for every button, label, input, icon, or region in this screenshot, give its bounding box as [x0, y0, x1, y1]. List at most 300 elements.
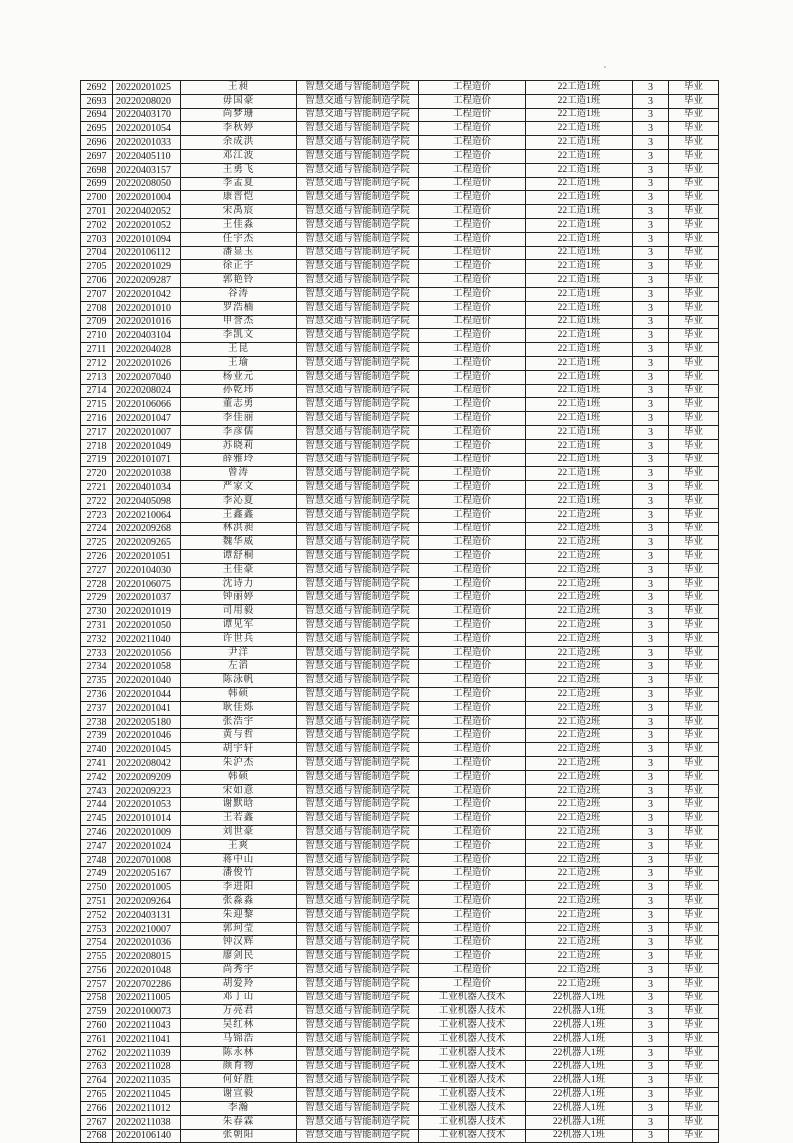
student-name: 张淼淼: [181, 895, 297, 909]
major: 工程造价: [419, 591, 526, 605]
status: 毕业: [669, 605, 719, 619]
student-name: 王爽: [181, 839, 297, 853]
row-number: 2728: [81, 577, 113, 591]
student-name: 郭珂莹: [181, 922, 297, 936]
student-name: 李彦儒: [181, 425, 297, 439]
status: 毕业: [669, 1005, 719, 1019]
class-name: 22工造1班: [526, 301, 633, 315]
student-id: 20220211040: [113, 632, 181, 646]
row-number: 2712: [81, 356, 113, 370]
row-number: 2761: [81, 1032, 113, 1046]
row-number: 2736: [81, 688, 113, 702]
class-name: 22工造2班: [526, 536, 633, 550]
table-row: [81, 1019, 719, 1033]
class-name: 22工造2班: [526, 881, 633, 895]
class-name: 22工造2班: [526, 908, 633, 922]
table-row: [81, 439, 719, 453]
status: 毕业: [669, 688, 719, 702]
college: 智慧交通与智能制造学院: [297, 715, 419, 729]
table-row: [81, 550, 719, 564]
table-row: [81, 743, 719, 757]
row-number: 2706: [81, 274, 113, 288]
status: 毕业: [669, 1129, 719, 1143]
status: 毕业: [669, 839, 719, 853]
student-name: 王昶: [181, 81, 297, 95]
student-name: 张浩宇: [181, 715, 297, 729]
college: 智慧交通与智能制造学院: [297, 108, 419, 122]
major: 工程造价: [419, 81, 526, 95]
row-number: 2692: [81, 81, 113, 95]
college: 智慧交通与智能制造学院: [297, 425, 419, 439]
major: 工业机器人技术: [419, 1005, 526, 1019]
table-row: [81, 770, 719, 784]
row-number: 2704: [81, 246, 113, 260]
college: 智慧交通与智能制造学院: [297, 246, 419, 260]
student-name: 耿佳烁: [181, 701, 297, 715]
class-name: 22机器人1班: [526, 1129, 633, 1143]
years: 3: [633, 425, 669, 439]
table-row: [81, 136, 719, 150]
status: 毕业: [669, 467, 719, 481]
student-name: 胡宇轩: [181, 743, 297, 757]
student-name: 万亮君: [181, 1005, 297, 1019]
years: 3: [633, 701, 669, 715]
table-row: [81, 646, 719, 660]
table-row: [81, 481, 719, 495]
years: 3: [633, 412, 669, 426]
years: 3: [633, 274, 669, 288]
years: 3: [633, 218, 669, 232]
class-name: 22机器人1班: [526, 1005, 633, 1019]
years: 3: [633, 343, 669, 357]
status: 毕业: [669, 191, 719, 205]
table-row: [81, 1101, 719, 1115]
college: 智慧交通与智能制造学院: [297, 964, 419, 978]
major: 工业机器人技术: [419, 1032, 526, 1046]
student-id: 20220201054: [113, 122, 181, 136]
status: 毕业: [669, 398, 719, 412]
major: 工程造价: [419, 784, 526, 798]
years: 3: [633, 246, 669, 260]
student-name: 李秋婷: [181, 122, 297, 136]
major: 工程造价: [419, 343, 526, 357]
class-name: 22工造1班: [526, 205, 633, 219]
college: 智慧交通与智能制造学院: [297, 163, 419, 177]
college: 智慧交通与智能制造学院: [297, 122, 419, 136]
table-row: [81, 660, 719, 674]
major: 工程造价: [419, 453, 526, 467]
student-id: 20220201041: [113, 701, 181, 715]
student-name: 邓江波: [181, 149, 297, 163]
class-name: 22机器人1班: [526, 1060, 633, 1074]
student-name: 王佳淼: [181, 218, 297, 232]
class-name: 22工造1班: [526, 232, 633, 246]
student-name: 许世兵: [181, 632, 297, 646]
row-number: 2750: [81, 881, 113, 895]
table-row: [81, 1115, 719, 1129]
major: 工程造价: [419, 688, 526, 702]
class-name: 22工造1班: [526, 122, 633, 136]
table-row: [81, 881, 719, 895]
status: 毕业: [669, 563, 719, 577]
years: 3: [633, 770, 669, 784]
row-number: 2721: [81, 481, 113, 495]
college: 智慧交通与智能制造学院: [297, 412, 419, 426]
college: 智慧交通与智能制造学院: [297, 881, 419, 895]
student-id: 20220211045: [113, 1088, 181, 1102]
years: 3: [633, 205, 669, 219]
college: 智慧交通与智能制造学院: [297, 287, 419, 301]
major: 工程造价: [419, 701, 526, 715]
row-number: 2763: [81, 1060, 113, 1074]
student-id: 20220208020: [113, 94, 181, 108]
row-number: 2732: [81, 632, 113, 646]
years: 3: [633, 867, 669, 881]
student-name: 马锦浩: [181, 1032, 297, 1046]
table-row: [81, 619, 719, 633]
row-number: 2741: [81, 757, 113, 771]
status: 毕业: [669, 481, 719, 495]
table-row: [81, 577, 719, 591]
years: 3: [633, 398, 669, 412]
table-row: [81, 922, 719, 936]
class-name: 22工造2班: [526, 770, 633, 784]
class-name: 22工造2班: [526, 853, 633, 867]
years: 3: [633, 287, 669, 301]
student-name: 陈永林: [181, 1046, 297, 1060]
row-number: 2714: [81, 384, 113, 398]
major: 工业机器人技术: [419, 1101, 526, 1115]
college: 智慧交通与智能制造学院: [297, 812, 419, 826]
class-name: 22工造1班: [526, 439, 633, 453]
status: 毕业: [669, 274, 719, 288]
college: 智慧交通与智能制造学院: [297, 439, 419, 453]
student-name: 徐正宇: [181, 260, 297, 274]
row-number: 2743: [81, 784, 113, 798]
student-id: 20220201058: [113, 660, 181, 674]
years: 3: [633, 481, 669, 495]
status: 毕业: [669, 881, 719, 895]
student-id: 20220201038: [113, 467, 181, 481]
student-name: 严家文: [181, 481, 297, 495]
row-number: 2718: [81, 439, 113, 453]
years: 3: [633, 329, 669, 343]
student-name: 王昆: [181, 343, 297, 357]
class-name: 22工造2班: [526, 784, 633, 798]
table-row: [81, 950, 719, 964]
table-row: [81, 908, 719, 922]
status: 毕业: [669, 991, 719, 1005]
student-name: 王佳豪: [181, 563, 297, 577]
status: 毕业: [669, 218, 719, 232]
student-id: 20220401034: [113, 481, 181, 495]
row-number: 2717: [81, 425, 113, 439]
years: 3: [633, 1101, 669, 1115]
student-name: 余成洪: [181, 136, 297, 150]
status: 毕业: [669, 784, 719, 798]
college: 智慧交通与智能制造学院: [297, 605, 419, 619]
major: 工程造价: [419, 287, 526, 301]
student-id: 20220702286: [113, 977, 181, 991]
class-name: 22工造1班: [526, 494, 633, 508]
row-number: 2726: [81, 550, 113, 564]
class-name: 22工造2班: [526, 839, 633, 853]
class-name: 22工造1班: [526, 481, 633, 495]
major: 工程造价: [419, 550, 526, 564]
student-name: 王若鑫: [181, 812, 297, 826]
table-body: [81, 81, 719, 1143]
table-row: [81, 1088, 719, 1102]
college: 智慧交通与智能制造学院: [297, 936, 419, 950]
class-name: 22工造2班: [526, 977, 633, 991]
college: 智慧交通与智能制造学院: [297, 274, 419, 288]
table-row: [81, 853, 719, 867]
major: 工程造价: [419, 798, 526, 812]
years: 3: [633, 1074, 669, 1088]
row-number: 2742: [81, 770, 113, 784]
years: 3: [633, 536, 669, 550]
student-name: 黄与哲: [181, 729, 297, 743]
student-name: 薛雅玲: [181, 453, 297, 467]
table-row: [81, 757, 719, 771]
row-number: 2747: [81, 839, 113, 853]
class-name: 22工造1班: [526, 398, 633, 412]
major: 工程造价: [419, 922, 526, 936]
years: 3: [633, 977, 669, 991]
row-number: 2694: [81, 108, 113, 122]
row-number: 2695: [81, 122, 113, 136]
row-number: 2703: [81, 232, 113, 246]
student-name: 陈泳帆: [181, 674, 297, 688]
student-name: 尚梦珊: [181, 108, 297, 122]
class-name: 22机器人1班: [526, 1019, 633, 1033]
college: 智慧交通与智能制造学院: [297, 646, 419, 660]
years: 3: [633, 550, 669, 564]
row-number: 2749: [81, 867, 113, 881]
student-name: 孙乾玮: [181, 384, 297, 398]
class-name: 22机器人1班: [526, 1115, 633, 1129]
student-name: 司用毅: [181, 605, 297, 619]
years: 3: [633, 149, 669, 163]
table-row: [81, 508, 719, 522]
years: 3: [633, 494, 669, 508]
table-row: [81, 384, 719, 398]
class-name: 22工造2班: [526, 743, 633, 757]
major: 工程造价: [419, 274, 526, 288]
status: 毕业: [669, 301, 719, 315]
student-name: 胡爱羚: [181, 977, 297, 991]
years: 3: [633, 715, 669, 729]
row-number: 2727: [81, 563, 113, 577]
student-name: 申誉杰: [181, 315, 297, 329]
major: 工程造价: [419, 260, 526, 274]
status: 毕业: [669, 908, 719, 922]
status: 毕业: [669, 674, 719, 688]
scan-speck: [604, 66, 606, 68]
status: 毕业: [669, 1060, 719, 1074]
major: 工程造价: [419, 384, 526, 398]
major: 工程造价: [419, 163, 526, 177]
status: 毕业: [669, 646, 719, 660]
years: 3: [633, 674, 669, 688]
years: 3: [633, 660, 669, 674]
class-name: 22工造2班: [526, 660, 633, 674]
row-number: 2731: [81, 619, 113, 633]
college: 智慧交通与智能制造学院: [297, 1019, 419, 1033]
class-name: 22工造2班: [526, 812, 633, 826]
row-number: 2765: [81, 1088, 113, 1102]
years: 3: [633, 315, 669, 329]
row-number: 2713: [81, 370, 113, 384]
class-name: 22工造2班: [526, 964, 633, 978]
student-id: 20220208024: [113, 384, 181, 398]
table-row: [81, 784, 719, 798]
class-name: 22工造2班: [526, 605, 633, 619]
years: 3: [633, 384, 669, 398]
student-id: 20220211043: [113, 1019, 181, 1033]
row-number: 2734: [81, 660, 113, 674]
college: 智慧交通与智能制造学院: [297, 232, 419, 246]
major: 工程造价: [419, 439, 526, 453]
row-number: 2700: [81, 191, 113, 205]
years: 3: [633, 1046, 669, 1060]
student-name: 李孟夏: [181, 177, 297, 191]
table-row: [81, 729, 719, 743]
status: 毕业: [669, 1046, 719, 1060]
major: 工程造价: [419, 481, 526, 495]
row-number: 2722: [81, 494, 113, 508]
row-number: 2756: [81, 964, 113, 978]
status: 毕业: [669, 743, 719, 757]
major: 工程造价: [419, 729, 526, 743]
student-id: 20220209223: [113, 784, 181, 798]
years: 3: [633, 688, 669, 702]
years: 3: [633, 191, 669, 205]
class-name: 22工造2班: [526, 522, 633, 536]
status: 毕业: [669, 1074, 719, 1088]
major: 工业机器人技术: [419, 1115, 526, 1129]
class-name: 22工造1班: [526, 343, 633, 357]
row-number: 2755: [81, 950, 113, 964]
years: 3: [633, 453, 669, 467]
years: 3: [633, 177, 669, 191]
row-number: 2707: [81, 287, 113, 301]
student-id: 20220207040: [113, 370, 181, 384]
row-number: 2719: [81, 453, 113, 467]
row-number: 2740: [81, 743, 113, 757]
class-name: 22工造1班: [526, 108, 633, 122]
student-id: 20220201047: [113, 412, 181, 426]
years: 3: [633, 370, 669, 384]
major: 工程造价: [419, 232, 526, 246]
table-row: [81, 191, 719, 205]
class-name: 22工造1班: [526, 329, 633, 343]
status: 毕业: [669, 329, 719, 343]
status: 毕业: [669, 757, 719, 771]
table-row: [81, 977, 719, 991]
student-id: 20220201029: [113, 260, 181, 274]
major: 工程造价: [419, 122, 526, 136]
status: 毕业: [669, 701, 719, 715]
years: 3: [633, 508, 669, 522]
status: 毕业: [669, 439, 719, 453]
status: 毕业: [669, 494, 719, 508]
class-name: 22工造2班: [526, 701, 633, 715]
major: 工程造价: [419, 577, 526, 591]
college: 智慧交通与智能制造学院: [297, 94, 419, 108]
status: 毕业: [669, 895, 719, 909]
class-name: 22工造1班: [526, 260, 633, 274]
status: 毕业: [669, 260, 719, 274]
student-name: 宋如意: [181, 784, 297, 798]
table-row: [81, 798, 719, 812]
college: 智慧交通与智能制造学院: [297, 398, 419, 412]
major: 工程造价: [419, 895, 526, 909]
college: 智慧交通与智能制造学院: [297, 991, 419, 1005]
student-id: 20220208042: [113, 757, 181, 771]
status: 毕业: [669, 108, 719, 122]
years: 3: [633, 108, 669, 122]
class-name: 22工造1班: [526, 370, 633, 384]
class-name: 22工造2班: [526, 757, 633, 771]
major: 工业机器人技术: [419, 991, 526, 1005]
college: 智慧交通与智能制造学院: [297, 619, 419, 633]
status: 毕业: [669, 232, 719, 246]
college: 智慧交通与智能制造学院: [297, 908, 419, 922]
years: 3: [633, 853, 669, 867]
student-name: 魏华威: [181, 536, 297, 550]
class-name: 22工造1班: [526, 384, 633, 398]
major: 工程造价: [419, 536, 526, 550]
major: 工程造价: [419, 881, 526, 895]
table-row: [81, 412, 719, 426]
student-name: 尹洋: [181, 646, 297, 660]
college: 智慧交通与智能制造学院: [297, 729, 419, 743]
status: 毕业: [669, 1019, 719, 1033]
college: 智慧交通与智能制造学院: [297, 784, 419, 798]
row-number: 2711: [81, 343, 113, 357]
student-id: 20220208050: [113, 177, 181, 191]
years: 3: [633, 1129, 669, 1143]
major: 工程造价: [419, 674, 526, 688]
major: 工程造价: [419, 867, 526, 881]
student-id: 20220201009: [113, 826, 181, 840]
status: 毕业: [669, 315, 719, 329]
row-number: 2768: [81, 1129, 113, 1143]
years: 3: [633, 439, 669, 453]
class-name: 22工造1班: [526, 246, 633, 260]
years: 3: [633, 122, 669, 136]
college: 智慧交通与智能制造学院: [297, 550, 419, 564]
major: 工程造价: [419, 356, 526, 370]
student-name: 林洪昶: [181, 522, 297, 536]
status: 毕业: [669, 660, 719, 674]
status: 毕业: [669, 1115, 719, 1129]
table-row: [81, 287, 719, 301]
years: 3: [633, 619, 669, 633]
years: 3: [633, 1088, 669, 1102]
major: 工程造价: [419, 977, 526, 991]
major: 工程造价: [419, 770, 526, 784]
student-id: 20220201019: [113, 605, 181, 619]
status: 毕业: [669, 136, 719, 150]
college: 智慧交通与智能制造学院: [297, 1046, 419, 1060]
status: 毕业: [669, 1032, 719, 1046]
student-id: 20220211028: [113, 1060, 181, 1074]
student-id: 20220100073: [113, 1005, 181, 1019]
table-row: [81, 688, 719, 702]
student-id: 20220211005: [113, 991, 181, 1005]
